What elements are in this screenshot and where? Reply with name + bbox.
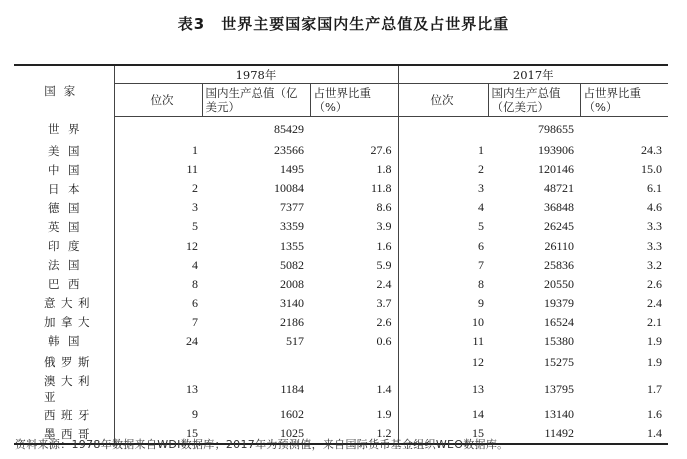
cell-share-1978: 1.9 (310, 405, 398, 424)
cell-rank-2017: 14 (472, 407, 485, 422)
header-country: 国家 (14, 65, 114, 117)
cell-country: 印度 (14, 236, 114, 255)
cell-gdp-1978: 517 (286, 333, 304, 348)
table-row (14, 313, 668, 332)
cell-gdp-2017: 13795 (544, 381, 575, 396)
cell-gdp-1978: 1355 (280, 238, 304, 253)
cell-gdp-1978: 7377 (280, 200, 304, 215)
cell-country: 澳大利亚 (14, 373, 114, 405)
cell-gdp-2017: 19379 (544, 295, 575, 310)
cell-share-2017: 2.6 (647, 276, 663, 291)
cell-gdp-1978: 3359 (280, 219, 304, 234)
cell-gdp-2017: 48721 (544, 181, 575, 196)
cell-rank-2017: 12 (472, 354, 485, 369)
cell-share-2017: 4.6 (647, 200, 663, 215)
cell-rank-1978: 15 (114, 424, 202, 444)
cell-gdp-1978: 3140 (280, 295, 304, 310)
cell-gdp-2017: 798655 (538, 121, 575, 136)
cell-gdp-2017: 11492 (488, 424, 580, 444)
cell-rank-1978 (114, 351, 202, 373)
cell-rank-1978: 8 (192, 276, 198, 291)
cell-share-2017: 3.3 (647, 219, 663, 234)
cell-share-1978 (310, 117, 398, 142)
cell-gdp-2017: 20550 (544, 276, 575, 291)
header-year-2017: 2017年 (398, 65, 668, 84)
cell-country: 加拿大 (14, 313, 114, 332)
cell-rank-2017: 15 (398, 424, 488, 444)
table-row (14, 198, 668, 217)
cell-share-2017: 1.6 (647, 407, 663, 422)
cell-gdp-2017: 13140 (544, 407, 575, 422)
cell-country: 世界 (14, 117, 114, 142)
cell-rank-1978: 1 (192, 143, 198, 158)
cell-share-2017: 24.3 (641, 143, 663, 158)
cell-gdp-1978: 1602 (280, 407, 304, 422)
cell-share-1978: 27.6 (310, 141, 398, 160)
table-row (14, 236, 668, 255)
cell-rank-2017: 2 (478, 162, 485, 177)
table-row (14, 117, 668, 142)
cell-share-2017: 1.9 (647, 333, 663, 348)
cell-share-2017: 1.9 (647, 354, 663, 369)
table-row (14, 405, 668, 424)
cell-share-2017: 3.3 (647, 238, 663, 253)
table-row (14, 160, 668, 179)
cell-gdp-2017: 26110 (544, 238, 575, 253)
cell-gdp-1978: 5082 (280, 257, 304, 272)
cell-rank-2017: 3 (478, 181, 485, 196)
cell-country: 墨西哥 (14, 424, 114, 444)
cell-rank-1978: 7 (192, 314, 198, 329)
table-row (14, 179, 668, 198)
cell-country: 中国 (14, 160, 114, 179)
cell-country: 法国 (14, 256, 114, 275)
cell-country: 德国 (14, 198, 114, 217)
cell-rank-2017: 13 (472, 381, 485, 396)
cell-gdp-2017: 25836 (544, 257, 575, 272)
cell-gdp-1978: 1495 (280, 162, 304, 177)
cell-gdp-1978: 85429 (274, 121, 304, 136)
cell-rank-1978: 9 (192, 407, 198, 422)
cell-rank-1978: 11 (186, 162, 198, 177)
cell-gdp-2017: 15380 (544, 333, 575, 348)
cell-gdp-2017: 193906 (538, 143, 575, 158)
cell-share-1978: 2.4 (310, 275, 398, 294)
cell-rank-1978: 4 (192, 257, 198, 272)
cell-country: 西班牙 (14, 405, 114, 424)
header-rank-2017: 位次 (398, 84, 488, 117)
gdp-table (14, 64, 668, 445)
cell-share-2017 (580, 117, 668, 142)
cell-country: 美国 (14, 141, 114, 160)
cell-rank-1978: 5 (192, 219, 198, 234)
cell-gdp-2017: 120146 (538, 162, 575, 177)
cell-gdp-1978: 10084 (274, 181, 304, 196)
header-gdp-1978: 国内生产总值（亿美元） (202, 84, 310, 117)
cell-country: 韩国 (14, 332, 114, 351)
cell-share-1978: 1.8 (310, 160, 398, 179)
cell-share-1978 (310, 351, 398, 373)
cell-share-2017: 15.0 (641, 162, 663, 177)
cell-country: 日本 (14, 179, 114, 198)
header-gdp-2017: 国内生产总值（亿美元） (488, 84, 580, 117)
cell-share-2017: 6.1 (647, 181, 663, 196)
cell-rank-1978 (114, 117, 202, 142)
cell-gdp-1978: 2186 (280, 314, 304, 329)
cell-gdp-1978: 2008 (280, 276, 304, 291)
table-row (14, 275, 668, 294)
header-share-2017: 占世界比重（%） (580, 84, 668, 117)
cell-share-1978: 2.6 (310, 313, 398, 332)
header-year-1978: 1978年 (114, 65, 398, 84)
cell-rank-2017: 1 (478, 143, 485, 158)
table-row (14, 373, 668, 405)
cell-gdp-1978: 1025 (202, 424, 310, 444)
cell-rank-1978: 2 (192, 181, 198, 196)
cell-share-2017: 2.1 (647, 314, 663, 329)
cell-share-1978: 3.9 (310, 217, 398, 236)
cell-share-1978: 3.7 (310, 294, 398, 313)
cell-share-1978: 5.9 (310, 256, 398, 275)
table-body (14, 117, 668, 445)
table-row (14, 141, 668, 160)
cell-rank-1978: 13 (186, 381, 198, 396)
cell-rank-2017: 6 (478, 238, 485, 253)
cell-share-1978: 1.2 (310, 424, 398, 444)
cell-rank-2017: 4 (478, 200, 485, 215)
cell-share-2017: 3.2 (647, 257, 663, 272)
cell-gdp-1978: 1184 (280, 381, 304, 396)
cell-gdp-2017: 16524 (544, 314, 575, 329)
cell-rank-2017: 7 (478, 257, 485, 272)
cell-share-1978: 1.4 (310, 373, 398, 405)
cell-rank-2017: 5 (478, 219, 485, 234)
header-share-1978: 占世界比重（%） (310, 84, 398, 117)
cell-share-2017: 2.4 (647, 295, 663, 310)
cell-share-2017: 1.4 (580, 424, 668, 444)
table-row (14, 217, 668, 236)
header-rank-1978: 位次 (114, 84, 202, 117)
cell-rank-2017: 10 (472, 314, 485, 329)
cell-share-1978: 8.6 (310, 198, 398, 217)
source-note: 资料来源：1978年数据来自WDI数据库；2017年为预测值，来自国际货币基金组织WEO数据库。 (15, 438, 509, 451)
cell-rank-2017: 11 (472, 333, 485, 348)
table-title: 表3 世界主要国家国内生产总值及占世界比重 (177, 15, 510, 33)
cell-rank-2017 (398, 117, 488, 142)
cell-country: 俄罗斯 (14, 351, 114, 373)
table-row (14, 351, 668, 373)
table-row (14, 256, 668, 275)
cell-gdp-2017: 15275 (544, 354, 575, 369)
cell-gdp-2017: 26245 (544, 219, 575, 234)
cell-rank-1978: 3 (192, 200, 198, 215)
cell-country: 巴西 (14, 275, 114, 294)
cell-country: 意大利 (14, 294, 114, 313)
cell-gdp-1978: 23566 (274, 143, 304, 158)
cell-gdp-2017: 36848 (544, 200, 575, 215)
cell-rank-1978: 12 (186, 238, 198, 253)
table-row (14, 332, 668, 351)
cell-share-2017: 1.7 (647, 381, 663, 396)
cell-share-1978: 0.6 (310, 332, 398, 351)
cell-rank-1978: 24 (186, 333, 198, 348)
cell-gdp-1978 (202, 351, 310, 373)
cell-country: 英国 (14, 217, 114, 236)
cell-share-1978: 11.8 (310, 179, 398, 198)
cell-rank-2017: 9 (478, 295, 485, 310)
cell-rank-1978: 6 (192, 295, 198, 310)
table-row (14, 294, 668, 313)
cell-share-1978: 1.6 (310, 236, 398, 255)
cell-rank-2017: 8 (478, 276, 485, 291)
